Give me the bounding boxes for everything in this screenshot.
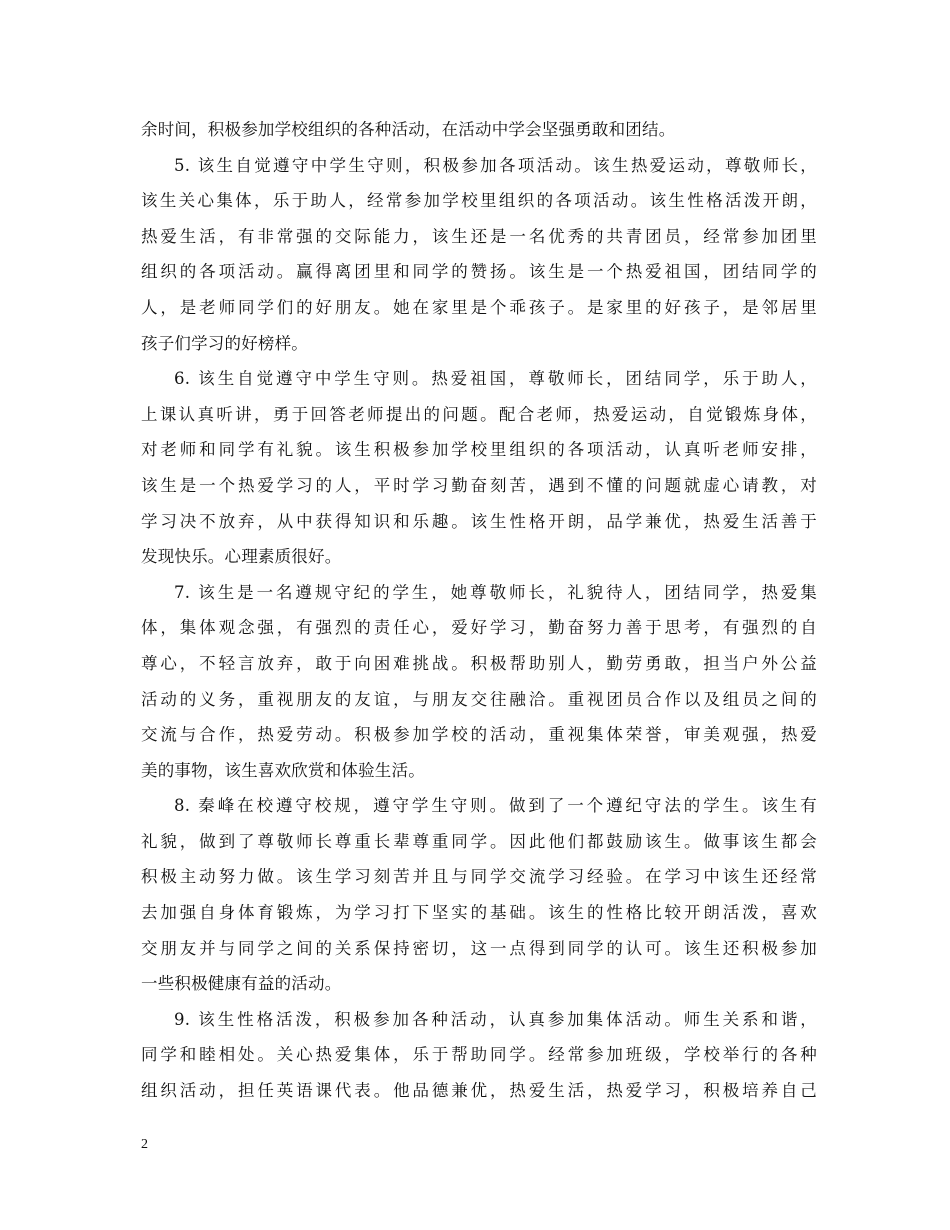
text-line: 礼貌，做到了尊敬师长尊重长辈尊重同学。因此他们都鼓励该生。做事该生都会	[141, 831, 817, 851]
paragraph-6	[141, 361, 817, 575]
text-line: 去加强自身体育锻炼，为学习打下坚实的基础。该生的性格比较开朗活泼，喜欢	[141, 903, 817, 923]
text-line: 上课认真听讲，勇于回答老师提出的问题。配合老师，热爱运动，自觉锻炼身体，	[141, 404, 817, 424]
text-line: 美的事物，该生喜欢欣赏和体验生活。	[141, 760, 425, 780]
page-number: 2	[141, 1137, 148, 1152]
paragraph-8	[141, 788, 817, 1002]
text-line: 交朋友并与同学之间的关系保持密切，这一点得到同学的认可。该生还积极参加	[141, 938, 817, 958]
text-line: 积极主动努力做。该生学习刻苦并且与同学交流学习经验。在学习中该生还经常	[141, 867, 817, 887]
paragraph-9	[141, 1002, 817, 1109]
text-line: 体，集体观念强，有强烈的责任心，爱好学习，勤奋努力善于思考，有强烈的自	[141, 618, 817, 638]
text-line: 8. 秦峰在校遵守校规，遵守学生守则。做到了一个遵纪守法的学生。该生有	[174, 796, 817, 816]
text-line: 余时间，积极参加学校组织的各种活动，在活动中学会坚强勇敢和团结。	[141, 120, 676, 139]
text-line: 9. 该生性格活泼，积极参加各种活动，认真参加集体活动。师生关系和谐，	[174, 1009, 817, 1029]
text-line: 7. 该生是一名遵规守纪的学生，她尊敬师长，礼貌待人，团结同学，热爱集	[174, 582, 817, 602]
text-line: 热爱生活，有非常强的交际能力，该生还是一名优秀的共青团员，经常参加团里	[141, 226, 817, 246]
text-line: 该生是一个热爱学习的人，平时学习勤奋刻苦，遇到不懂的问题就虚心请教，对	[141, 475, 817, 495]
text-line: 同学和睦相处。关心热爱集体，乐于帮助同学。经常参加班级，学校举行的各种	[141, 1045, 817, 1065]
text-line: 组织活动，担任英语课代表。他品德兼优，热爱生活，热爱学习，积极培养自己	[141, 1081, 817, 1101]
text-line: 5. 该生自觉遵守中学生守则，积极参加各项活动。该生热爱运动，尊敬师长，	[174, 155, 817, 175]
text-line: 该生关心集体，乐于助人，经常参加学校里组织的各项活动。该生性格活泼开朗，	[141, 191, 817, 211]
text-line: 发现快乐。心理素质很好。	[141, 547, 342, 567]
text-line: 人，是老师同学们的好朋友。她在家里是个乖孩子。是家里的好孩子，是邻居里	[141, 297, 817, 317]
text-line: 学习决不放弃，从中获得知识和乐趣。该生性格开朗，品学兼优，热爱生活善于	[141, 511, 817, 531]
paragraph-5	[141, 148, 817, 362]
text-line: 6. 该生自觉遵守中学生守则。热爱祖国，尊敬师长，团结同学，乐于助人，	[174, 369, 817, 389]
text-line: 活动的义务，重视朋友的友谊，与朋友交往融洽。重视团员合作以及组员之间的	[141, 689, 817, 709]
text-line: 孩子们学习的好榜样。	[141, 333, 308, 353]
text-line: 一些积极健康有益的活动。	[141, 974, 342, 994]
text-line: 交流与合作，热爱劳动。积极参加学校的活动，重视集体荣誉，审美观强，热爱	[141, 725, 817, 745]
paragraph-7	[141, 575, 817, 789]
text-line: 组织的各项活动。赢得离团里和同学的赞扬。该生是一个热爱祖国，团结同学的	[141, 262, 817, 282]
text-line: 对老师和同学有礼貌。该生积极参加学校里组织的各项活动，认真听老师安排，	[141, 440, 817, 460]
text-line: 尊心，不轻言放弃，敢于向困难挑战。积极帮助别人，勤劳勇敢，担当户外公益	[141, 653, 817, 673]
paragraph-continuation	[141, 112, 817, 148]
document-body	[141, 112, 817, 1109]
